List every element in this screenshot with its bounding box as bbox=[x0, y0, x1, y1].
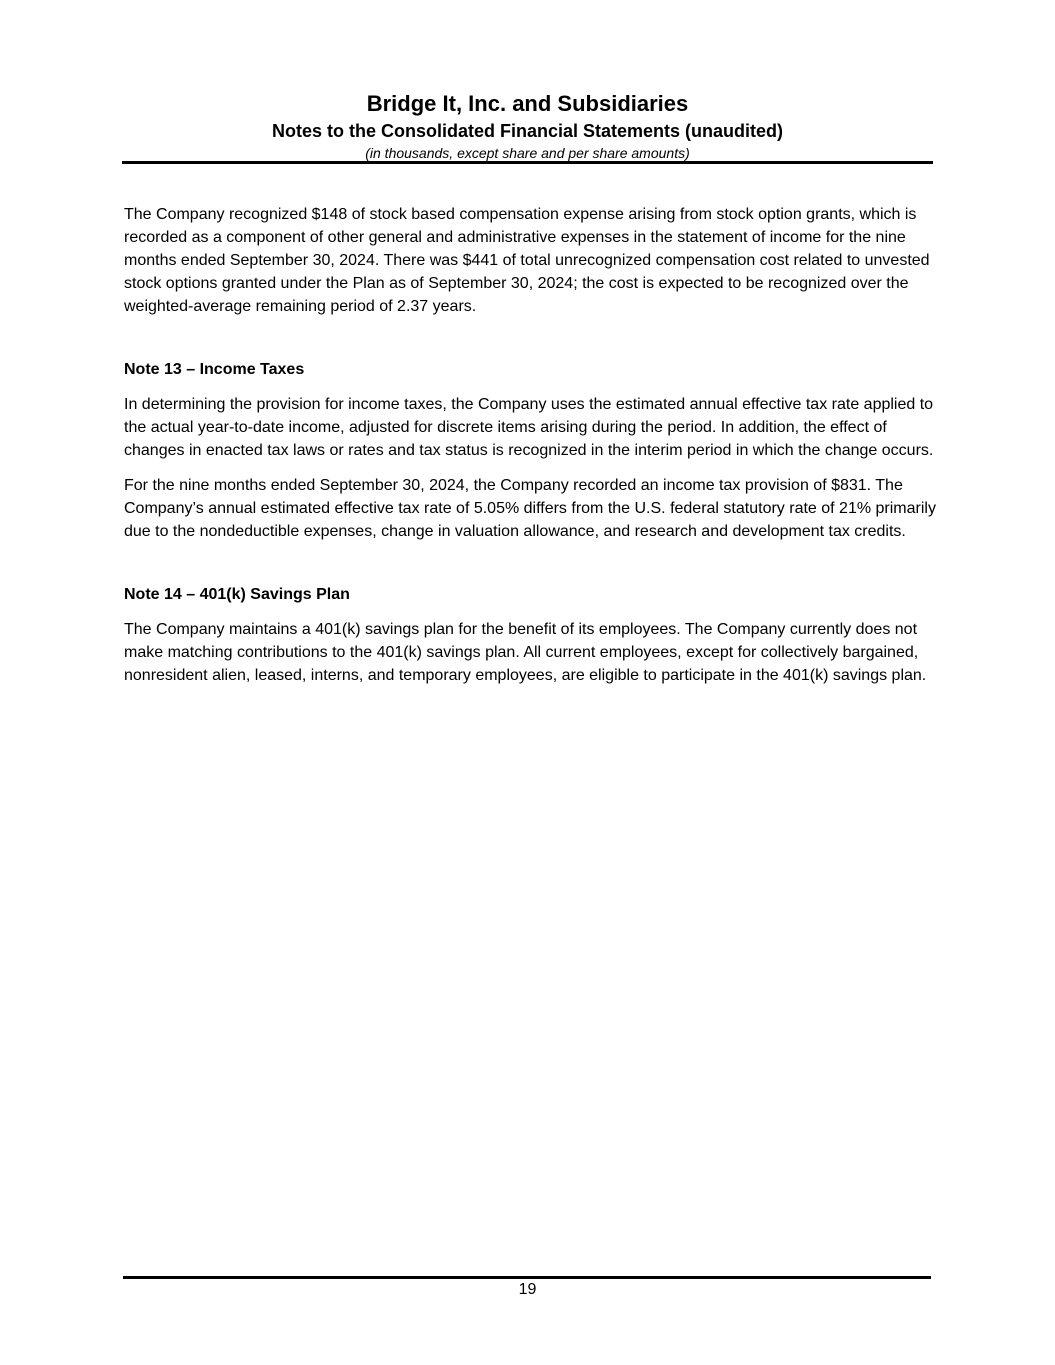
note-13-paragraph: In determining the provision for income taxes, the Company uses the estimated annual effective tax rate applied to the actual year-to-date income, adjusted for discrete items arising during the period. In addition, the effect of changes in enacted tax laws or rates and tax status is recognized in the interim period in which the change occurs. bbox=[124, 396, 934, 459]
report-title: Notes to the Consolidated Financial Statements (unaudited) bbox=[271, 121, 784, 141]
note-13-heading: Note 13 – Income Taxes bbox=[124, 361, 305, 378]
header-divider bbox=[122, 161, 933, 164]
footer-divider bbox=[123, 1276, 931, 1279]
note-14-paragraph: The Company maintains a 401(k) savings plan for the benefit of its employees. The Company currently does not make matching contributions to the 401(k) savings plan. All current employees, except for collectively bargained, nonresident alien, leased, interns, and temporary employees, are eligible to participate in the 401(k) savings plan. bbox=[124, 621, 927, 684]
page-number: 19 bbox=[518, 1281, 537, 1298]
page-header bbox=[122, 88, 933, 164]
report-subtitle: (in thousands, except share and per share amounts) bbox=[365, 145, 690, 161]
note-14-heading: Note 14 – 401(k) Savings Plan bbox=[124, 586, 350, 603]
document-body bbox=[124, 203, 939, 699]
stock-compensation-paragraph: The Company recognized $148 of stock based compensation expense arising from stock option grants, which is recorded as a component of other general and administrative expenses in the statement of income for the nine months ended September 30, 2024. There was $441 of total unrecognized compensation cost related to unvested stock options granted under the Plan as of September 30, 2024; the cost is expected to be recognized over the weighted-average remaining period of 2.37 years. bbox=[124, 206, 930, 315]
company-name: Bridge It, Inc. and Subsidiaries bbox=[366, 91, 689, 116]
note-13-paragraph: For the nine months ended September 30, 2024, the Company recorded an income tax provision of $831. The Company’s annual estimated effective tax rate of 5.05% differs from the U.S. federal statutory rate of 21% primarily due to the nondeductible expenses, change in valuation allowance, and research and development tax credits. bbox=[124, 477, 936, 540]
